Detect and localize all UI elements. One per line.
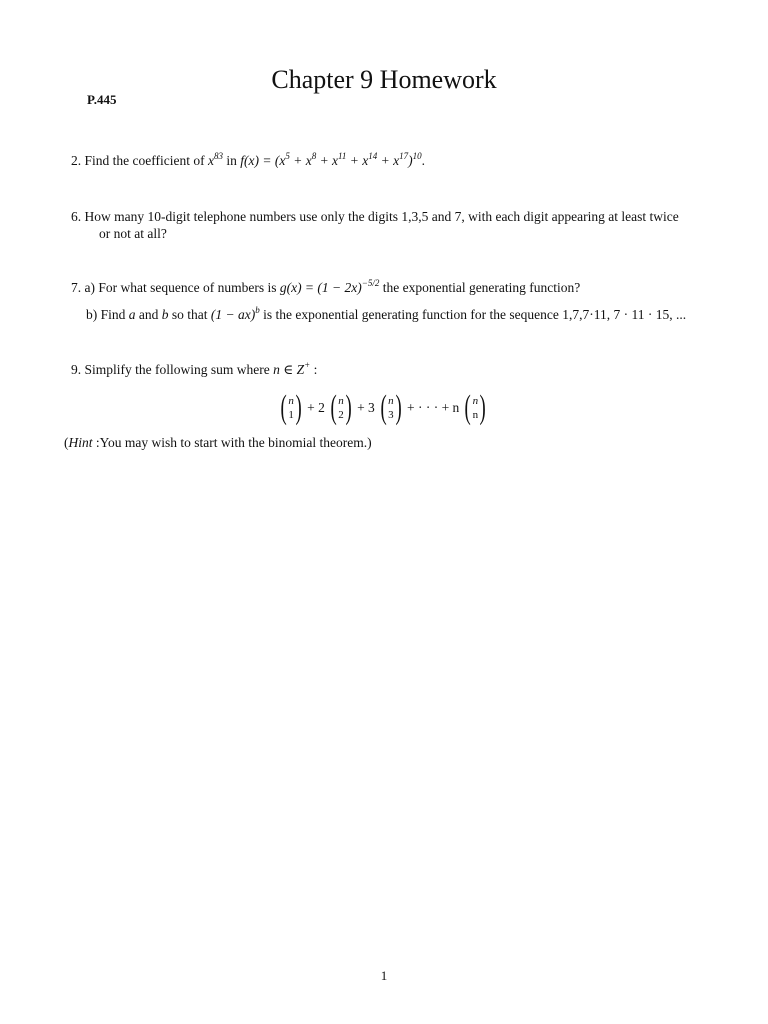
problem-7a (71, 279, 580, 297)
hint-text: (Hint :You may wish to start with the binomial theorem.) (64, 435, 372, 450)
problem-9: 9. Simplify the following sum where n ∈ Z+ : (71, 360, 318, 377)
problem-text: in (226, 153, 237, 168)
math-function: $f(x) = (x^5 + x^8 + x^{11} + x^{14} + x^{17})^{10}$ (240, 151, 422, 168)
problem-number: 9. (71, 362, 82, 377)
math-function: $g(x) = (1 - 2x)^{-5/2}$ (279, 278, 380, 295)
problem-text: and (138, 307, 159, 322)
page-number: 1 (380, 968, 388, 983)
binomial-term: + 2 ( n 2 ) (307, 389, 352, 426)
problem-text: the exponential generating function? (382, 280, 581, 295)
problem-7b (86, 306, 686, 324)
problem-text: Find the coefficient of (84, 153, 205, 168)
problem-text: Simplify the following sum where (84, 362, 270, 377)
problem-text: or not at all? (99, 226, 167, 241)
binomial-term: + · · · + n ( n n ) (406, 389, 486, 426)
math-sequence: 7 · 11 · 15, ... (613, 307, 687, 322)
problem-text: so that (171, 307, 208, 322)
problem-text: b) Find (86, 307, 126, 322)
problem-text: a) For what sequence of numbers is (84, 280, 277, 295)
problem-number: 6. (71, 209, 82, 224)
problem-text: How many 10-digit telephone numbers use only the digits 1,3,5 and 7, with each digit appearing at least twice (84, 209, 679, 224)
hint-label: Hint (68, 435, 93, 450)
binomial-sum-formula (272, 390, 488, 426)
problem-number: 7. (71, 280, 82, 295)
math-var: b (161, 307, 169, 322)
binomial-term: ( n 1 ) (280, 389, 302, 426)
problem-number: 2. (71, 153, 82, 168)
math-condition: n ∈ Z+ (273, 360, 311, 377)
math-function: (1 − ax)$^b$ (210, 305, 260, 322)
problem-text: is the exponential generating function for the sequence 1,7,7·11, (263, 307, 611, 322)
page-reference: P.445 (87, 92, 117, 107)
problem-6-line-1 (71, 208, 679, 226)
math-var: a (128, 307, 136, 322)
problem-6-line-2 (99, 225, 167, 243)
math-term: $x^{83}$ (207, 151, 223, 168)
problem-2: 2. Find the coefficient of $x^{83}$ in $f(x) = (x^5 + x^8 + x^{11} + x^{14} + x^{17})^{10}$. (71, 151, 425, 168)
page-title: Chapter 9 Homework (271, 65, 497, 94)
binomial-term: + 3 ( n 3 ) (357, 389, 402, 426)
